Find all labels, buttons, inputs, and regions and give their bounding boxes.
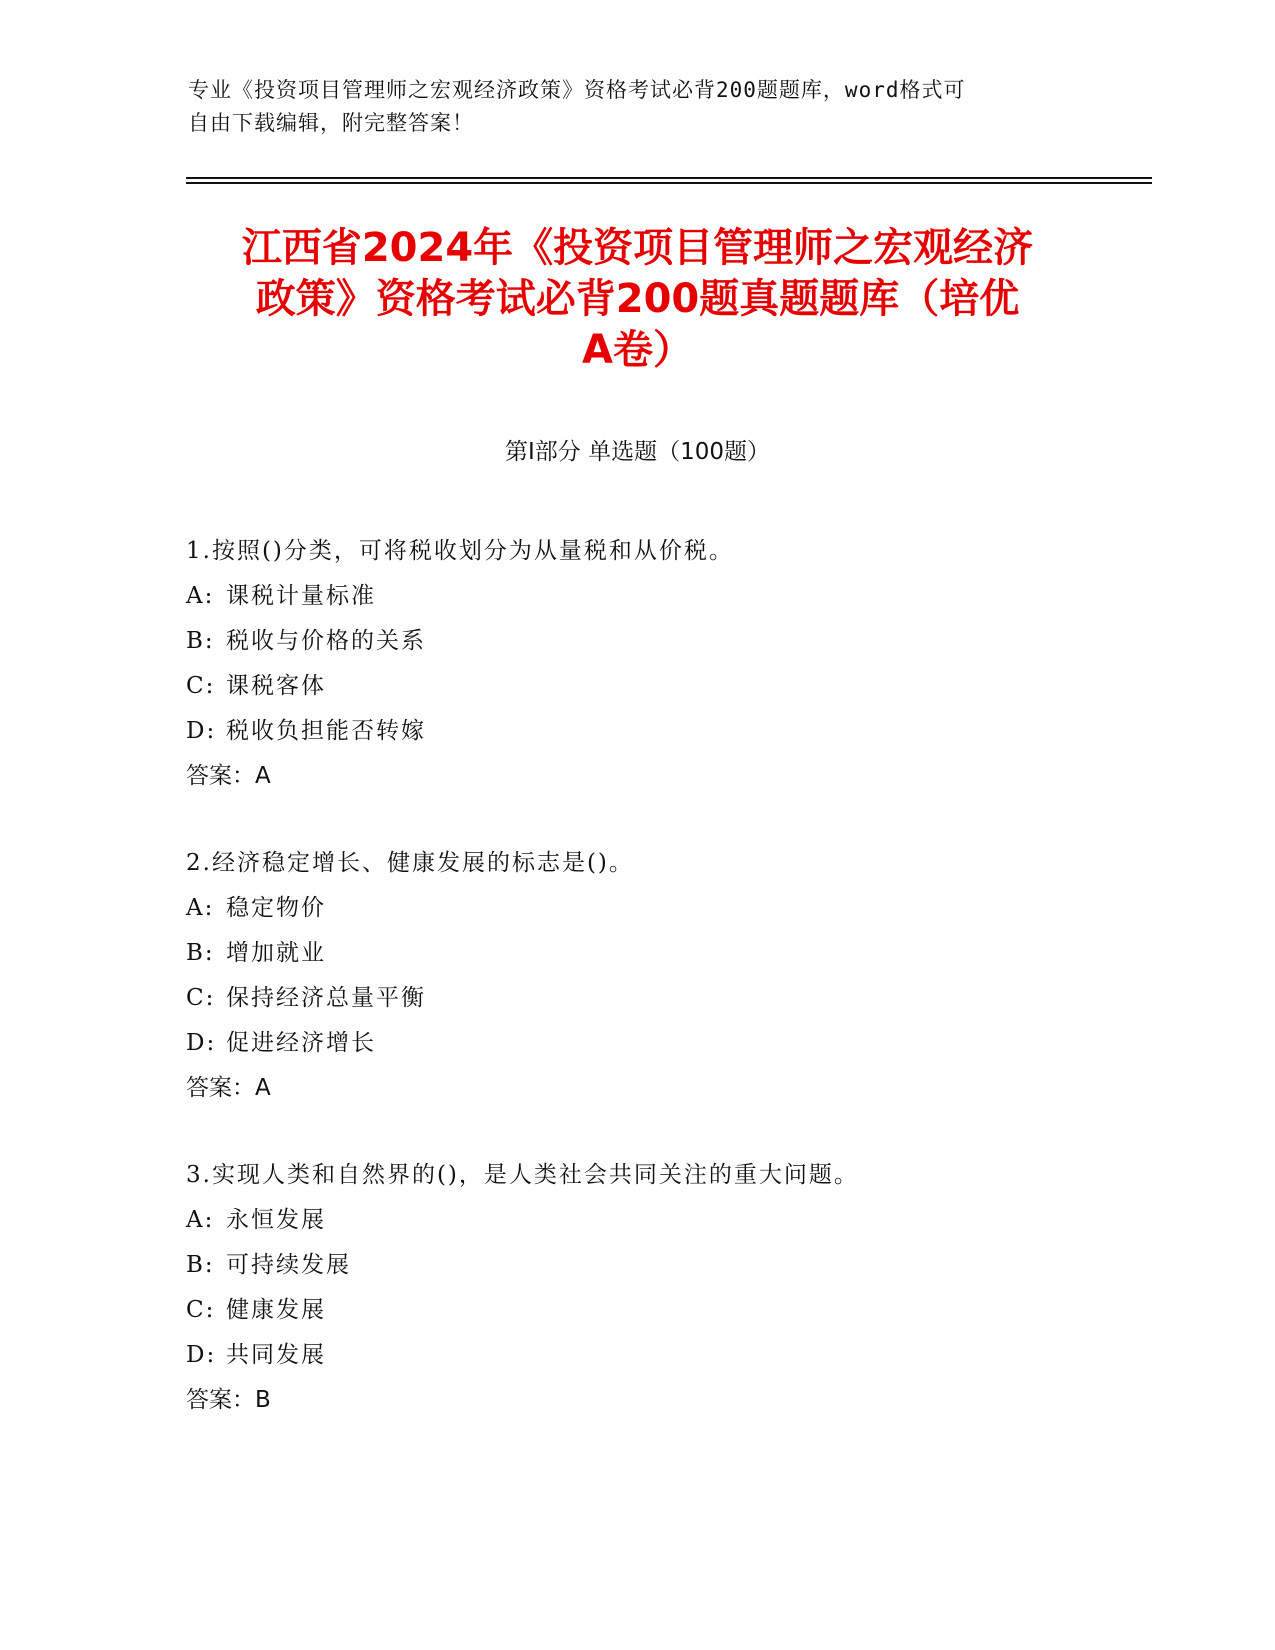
header-divider bbox=[186, 182, 1152, 184]
option-a bbox=[186, 886, 1146, 931]
answer: 答案：B bbox=[186, 1387, 271, 1413]
option-b bbox=[186, 619, 1146, 664]
option-text: 稳定物价 bbox=[226, 895, 326, 921]
question-text: 1.按照()分类，可将税收划分为从量税和从价税。 bbox=[186, 538, 734, 564]
option-key: D: bbox=[186, 1342, 217, 1368]
option-b bbox=[186, 1243, 1146, 1288]
header-note bbox=[188, 74, 1088, 140]
option-text: 税收与价格的关系 bbox=[226, 628, 426, 654]
section-title: 第I部分 单选题（100题） bbox=[505, 439, 770, 465]
option-text: 保持经济总量平衡 bbox=[226, 985, 426, 1011]
document-title bbox=[160, 223, 1115, 376]
header-note-line: 自由下载编辑，附完整答案！ bbox=[188, 111, 474, 135]
question-item bbox=[186, 841, 1146, 1111]
answer: 答案：A bbox=[186, 763, 271, 789]
question-list bbox=[186, 529, 1146, 1465]
header-note-line: 专业《投资项目管理师之宏观经济政策》资格考试必背200题题库，word格式可 bbox=[188, 78, 966, 102]
document-title-line: 政策》资格考试必背200题真题题库（培优 bbox=[255, 276, 1020, 322]
document-title-line: A卷） bbox=[582, 327, 693, 373]
option-c bbox=[186, 976, 1146, 1021]
option-key: C: bbox=[186, 673, 216, 699]
option-d bbox=[186, 1333, 1146, 1378]
option-text: 课税客体 bbox=[226, 673, 326, 699]
option-key: D: bbox=[186, 718, 217, 744]
option-text: 课税计量标准 bbox=[226, 583, 376, 609]
question-text: 3.实现人类和自然界的()，是人类社会共同关注的重大问题。 bbox=[186, 1162, 859, 1188]
option-b bbox=[186, 931, 1146, 976]
option-key: A: bbox=[186, 895, 215, 921]
document-title-line: 江西省2024年《投资项目管理师之宏观经济 bbox=[241, 225, 1034, 271]
option-key: B: bbox=[186, 940, 215, 966]
option-key: C: bbox=[186, 1297, 216, 1323]
option-key: A: bbox=[186, 583, 215, 609]
option-c bbox=[186, 1288, 1146, 1333]
option-key: D: bbox=[186, 1030, 217, 1056]
question-text: 2.经济稳定增长、健康发展的标志是()。 bbox=[186, 850, 634, 876]
option-text: 增加就业 bbox=[226, 940, 326, 966]
option-text: 促进经济增长 bbox=[226, 1030, 376, 1056]
option-text: 健康发展 bbox=[226, 1297, 326, 1323]
option-text: 永恒发展 bbox=[226, 1207, 326, 1233]
option-key: A: bbox=[186, 1207, 215, 1233]
option-a bbox=[186, 574, 1146, 619]
option-d bbox=[186, 709, 1146, 754]
question-item bbox=[186, 1153, 1146, 1423]
option-key: B: bbox=[186, 628, 215, 654]
question-item bbox=[186, 529, 1146, 799]
answer: 答案：A bbox=[186, 1075, 271, 1101]
option-a bbox=[186, 1198, 1146, 1243]
option-d bbox=[186, 1021, 1146, 1066]
option-key: B: bbox=[186, 1252, 215, 1278]
header-divider bbox=[186, 177, 1152, 179]
option-text: 税收负担能否转嫁 bbox=[226, 718, 426, 744]
option-c bbox=[186, 664, 1146, 709]
option-text: 可持续发展 bbox=[226, 1252, 351, 1278]
option-key: C: bbox=[186, 985, 216, 1011]
option-text: 共同发展 bbox=[226, 1342, 326, 1368]
